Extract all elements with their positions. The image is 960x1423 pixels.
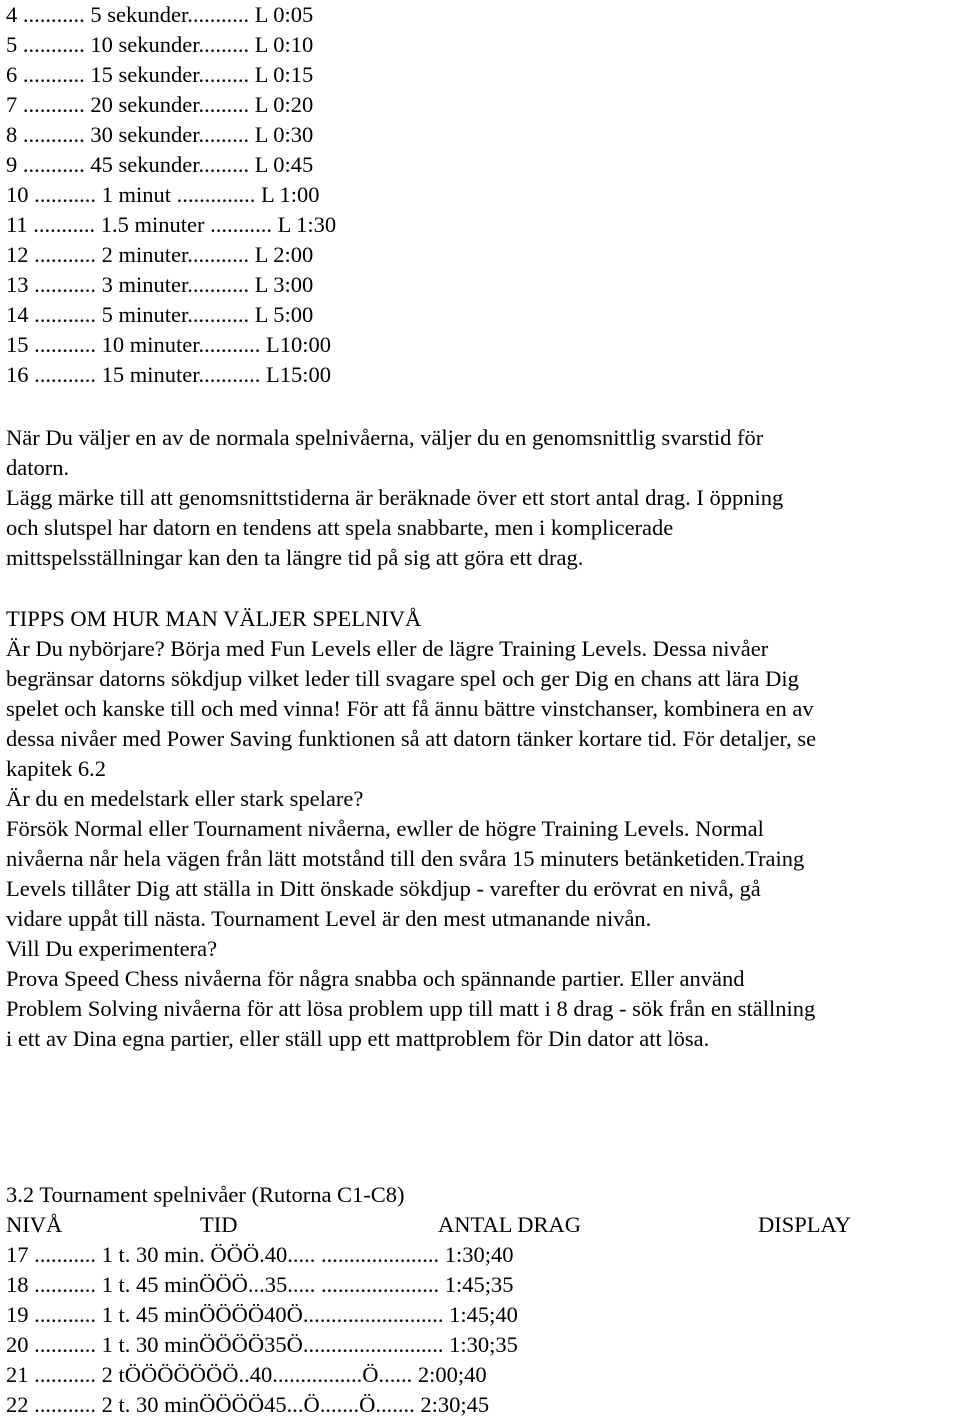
paragraph-line: vidare uppåt till nästa. Tournament Level är den mest utmanande nivån. (6, 906, 652, 931)
list-item: 6 ........... 15 sekunder......... L 0:15 (6, 62, 314, 87)
list-item: 7 ........... 20 sekunder......... L 0:20 (6, 92, 314, 117)
paragraph-line: i ett av Dina egna partier, eller ställ upp ett mattproblem för Din dator att lösa. (6, 1026, 710, 1051)
table-row: 22 ........... 2 t. 30 minÖÖÖÖ45...Ö.......Ö....... 2:30;45 (6, 1392, 490, 1417)
tips-heading: TIPPS OM HUR MAN VÄLJER SPELNIVÅ (6, 606, 422, 631)
paragraph-line: dessa nivåer med Power Saving funktionen så att datorn tänker kortare tid. För detaljer, se (6, 726, 817, 751)
paragraph-line: spelet och kanske till och med vinna! För att få ännu bättre vinstchanser, kombinera en av (6, 696, 814, 721)
column-header-time: TID (200, 1212, 238, 1237)
paragraph-line: datorn. (6, 455, 70, 480)
table-row: 21 ........... 2 tÖÖÖÖÖÖÖ..40................Ö...... 2:00;40 (6, 1362, 487, 1387)
list-item: 13 ........... 3 minuter........... L 3:00 (6, 272, 314, 297)
paragraph-line: Försök Normal eller Tournament nivåerna, ewller de högre Training Levels. Normal (6, 816, 764, 841)
column-header-moves: ANTAL DRAG (438, 1212, 581, 1237)
paragraph-line: begränsar datorns sökdjup vilket leder till svagare spel och ger Dig en chans att lära Dig (6, 666, 799, 691)
list-item: 4 ........... 5 sekunder........... L 0:05 (6, 2, 314, 27)
paragraph-line: Vill Du experimentera? (6, 936, 218, 961)
paragraph-line: Lägg märke till att genomsnittstiderna är beräknade över ett stort antal drag. I öppning (6, 485, 784, 510)
paragraph-line: nivåerna når hela vägen från lätt motstånd till den svåra 15 minuters betänketiden.Traing (6, 846, 805, 871)
paragraph-line: Prova Speed Chess nivåerna för några snabba och spännande partier. Eller använd (6, 966, 745, 991)
table-row: 18 ........... 1 t. 45 minÖÖÖ...35..... ..................... 1:45;35 (6, 1272, 514, 1297)
list-item: 11 ........... 1.5 minuter ........... L 1:30 (6, 212, 337, 237)
section-heading: 3.2 Tournament spelnivåer (Rutorna C1-C8) (6, 1182, 405, 1207)
paragraph-line: kapitek 6.2 (6, 756, 106, 781)
list-item: 12 ........... 2 minuter........... L 2:00 (6, 242, 314, 267)
paragraph-line: Levels tillåter Dig att ställa in Ditt önskade sökdjup - varefter du erövrat en nivå, gå (6, 876, 761, 901)
list-item: 14 ........... 5 minuter........... L 5:00 (6, 302, 314, 327)
paragraph-line: Är Du nybörjare? Börja med Fun Levels eller de lägre Training Levels. Dessa nivåer (6, 636, 769, 661)
list-item: 5 ........... 10 sekunder......... L 0:10 (6, 32, 314, 57)
column-header-display: DISPLAY (758, 1212, 851, 1237)
list-item: 9 ........... 45 sekunder......... L 0:45 (6, 152, 314, 177)
paragraph-line: Problem Solving nivåerna för att lösa problem upp till matt i 8 drag - sök från en ställning (6, 996, 816, 1021)
paragraph-line: och slutspel har datorn en tendens att spela snabbarte, men i komplicerade (6, 515, 674, 540)
table-row: 17 ........... 1 t. 30 min. ÖÖÖ.40..... ..................... 1:30;40 (6, 1242, 514, 1267)
paragraph-line: mittspelsställningar kan den ta längre tid på sig att göra ett drag. (6, 545, 584, 570)
table-row: 20 ........... 1 t. 30 minÖÖÖÖ35Ö......................... 1:30;35 (6, 1332, 518, 1357)
paragraph-line: Är du en medelstark eller stark spelare? (6, 786, 364, 811)
list-item: 10 ........... 1 minut .............. L 1:00 (6, 182, 320, 207)
paragraph-line: När Du väljer en av de normala spelnivåerna, väljer du en genomsnittlig svarstid för (6, 425, 764, 450)
list-item: 8 ........... 30 sekunder......... L 0:30 (6, 122, 314, 147)
list-item: 15 ........... 10 minuter........... L10:00 (6, 332, 331, 357)
list-item: 16 ........... 15 minuter........... L15:00 (6, 362, 331, 387)
table-row: 19 ........... 1 t. 45 minÖÖÖÖ40Ö......................... 1:45;40 (6, 1302, 518, 1327)
column-header-level: NIVÅ (6, 1212, 63, 1237)
